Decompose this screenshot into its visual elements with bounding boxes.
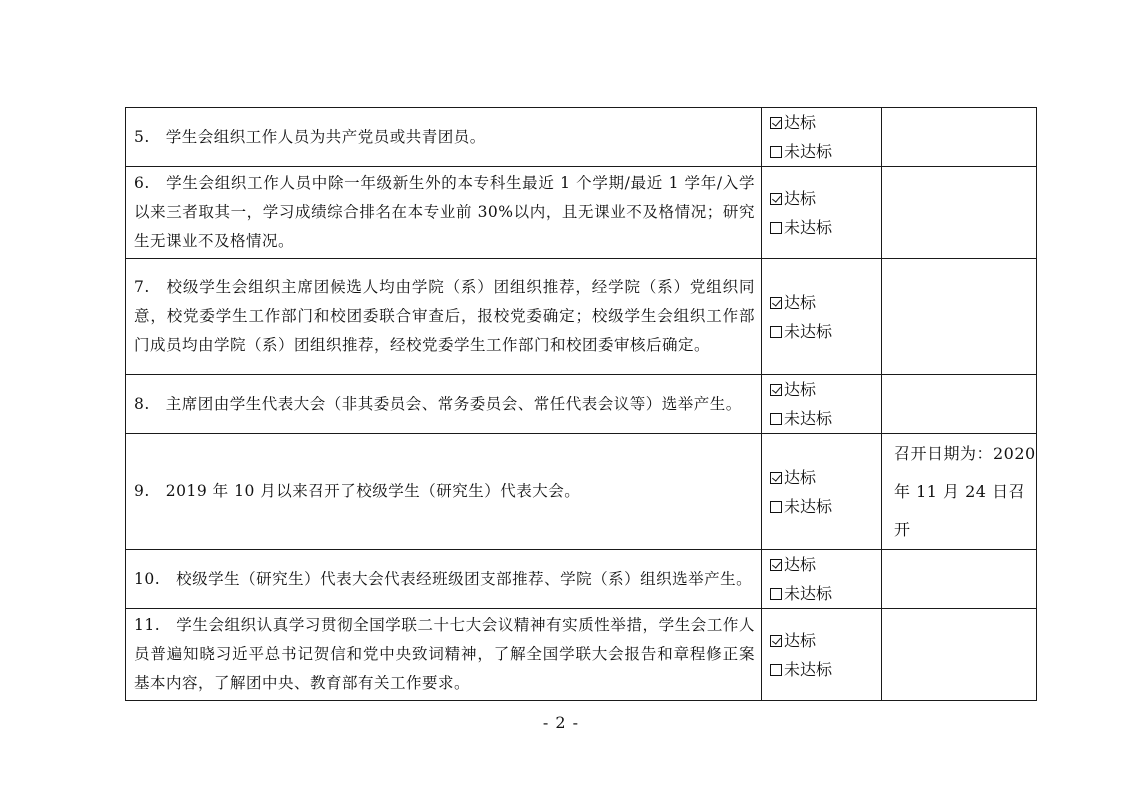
table-row	[126, 609, 1037, 701]
unchecked-box-icon[interactable]	[770, 222, 782, 234]
option-not-met[interactable]: 未达标	[770, 579, 881, 608]
item-text: 11. 学生会组织认真学习贯彻全国学联二十七大会议精神有实质性举措，学生会工作人员普遍知晓习近平总书记贺信和党中央致词精神，了解全国学联大会报告和章程修正案基本内容，了解团中央、教育部有关工作要求。	[126, 609, 762, 701]
status-options	[762, 259, 882, 375]
page-number: - 2 -	[542, 713, 580, 732]
status-options	[762, 375, 882, 434]
status-options	[762, 609, 882, 701]
checked-box-icon[interactable]	[770, 384, 782, 396]
option-not-met[interactable]: 未达标	[770, 492, 881, 521]
table-row	[126, 167, 1037, 259]
unchecked-box-icon[interactable]	[770, 664, 782, 676]
status-options	[762, 434, 882, 550]
status-options	[762, 167, 882, 259]
checked-box-icon[interactable]	[770, 559, 782, 571]
unchecked-box-icon[interactable]	[770, 501, 782, 513]
unchecked-box-icon[interactable]	[770, 413, 782, 425]
option-not-met[interactable]: 未达标	[770, 137, 881, 166]
checked-box-icon[interactable]	[770, 472, 782, 484]
unchecked-box-icon[interactable]	[770, 588, 782, 600]
remark-cell	[882, 375, 1037, 434]
table-row	[126, 375, 1037, 434]
item-text: 5. 学生会组织工作人员为共产党员或共青团员。	[126, 108, 762, 167]
status-options	[762, 108, 882, 167]
checked-box-icon[interactable]	[770, 297, 782, 309]
table-row	[126, 550, 1037, 609]
option-not-met[interactable]: 未达标	[770, 655, 881, 684]
option-not-met[interactable]: 未达标	[770, 404, 881, 433]
status-options	[762, 550, 882, 609]
item-text: 9. 2019 年 10 月以来召开了校级学生（研究生）代表大会。	[126, 434, 762, 550]
remark-cell	[882, 108, 1037, 167]
checked-box-icon[interactable]	[770, 117, 782, 129]
item-text: 6. 学生会组织工作人员中除一年级新生外的本专科生最近 1 个学期/最近 1 学年/入学以来三者取其一，学习成绩综合排名在本专业前 30%以内，且无课业不及格情况；研究生无课业不及格情况。	[126, 167, 762, 259]
option-met[interactable]: 达标	[770, 550, 881, 579]
option-met[interactable]: 达标	[770, 288, 881, 317]
option-not-met[interactable]: 未达标	[770, 213, 881, 242]
remark-cell	[882, 259, 1037, 375]
compliance-checklist-table	[125, 107, 1037, 701]
unchecked-box-icon[interactable]	[770, 146, 782, 158]
option-met[interactable]: 达标	[770, 626, 881, 655]
unchecked-box-icon[interactable]	[770, 326, 782, 338]
checked-box-icon[interactable]	[770, 635, 782, 647]
option-not-met[interactable]: 未达标	[770, 317, 881, 346]
item-text: 8. 主席团由学生代表大会（非其委员会、常务委员会、常任代表会议等）选举产生。	[126, 375, 762, 434]
remark-cell-meeting-date: 召开日期为：2020 年 11 月 24 日召开	[882, 434, 1037, 550]
option-met[interactable]: 达标	[770, 108, 881, 137]
table-row	[126, 259, 1037, 375]
option-met[interactable]: 达标	[770, 463, 881, 492]
checked-box-icon[interactable]	[770, 193, 782, 205]
remark-cell	[882, 609, 1037, 701]
table-row	[126, 434, 1037, 550]
remark-cell	[882, 550, 1037, 609]
option-met[interactable]: 达标	[770, 184, 881, 213]
option-met[interactable]: 达标	[770, 375, 881, 404]
table-row	[126, 108, 1037, 167]
remark-cell	[882, 167, 1037, 259]
item-text: 10. 校级学生（研究生）代表大会代表经班级团支部推荐、学院（系）组织选举产生。	[126, 550, 762, 609]
item-text: 7. 校级学生会组织主席团候选人均由学院（系）团组织推荐，经学院（系）党组织同意，校党委学生工作部门和校团委联合审查后，报校党委确定；校级学生会组织工作部门成员均由学院（系）团组织推荐，经校党委学生工作部门和校团委审核后确定。	[126, 259, 762, 375]
